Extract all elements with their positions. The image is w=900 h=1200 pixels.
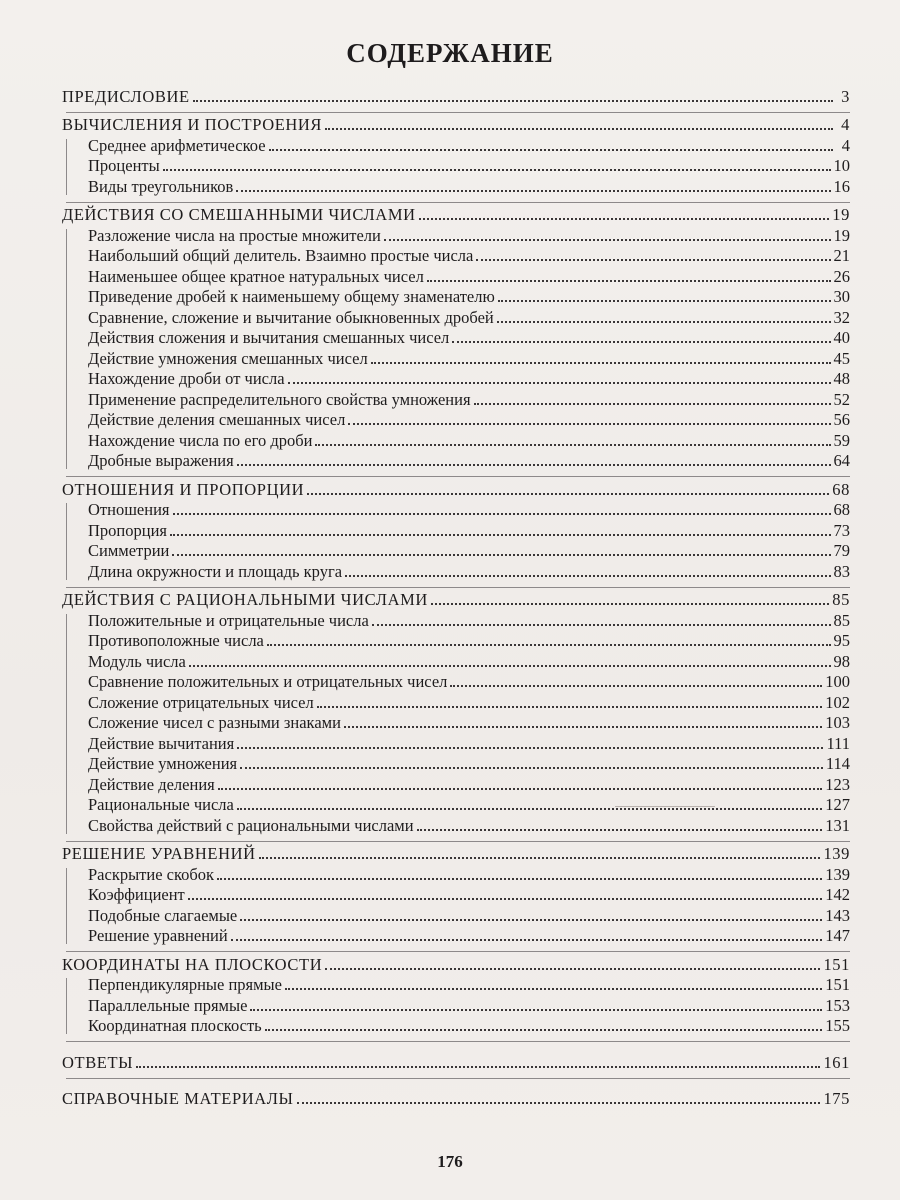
toc-item-label: Нахождение дроби от числа — [88, 369, 285, 388]
toc-item-label: Нахождение числа по его дроби — [88, 430, 313, 450]
section-bracket-line — [66, 139, 67, 195]
toc-item-page: 127 — [825, 795, 850, 814]
toc-section[interactable] — [62, 115, 850, 136]
toc-item[interactable] — [62, 774, 850, 795]
toc-section[interactable] — [62, 1052, 850, 1073]
toc-item-page: 40 — [833, 328, 850, 347]
toc-item-page: 64 — [833, 451, 850, 470]
toc-item[interactable] — [62, 561, 850, 582]
dot-leader — [136, 1066, 820, 1068]
toc-item-label: Свойства действий с рациональными числами — [88, 815, 414, 835]
section-bracket-line — [66, 868, 67, 945]
section-bracket-line — [66, 503, 67, 580]
dot-leader — [236, 190, 830, 192]
toc-section-label: КООРДИНАТЫ НА ПЛОСКОСТИ — [62, 954, 323, 974]
toc-item-label: Сравнение, сложение и вычитание обыкновенных дробей — [88, 307, 494, 327]
dot-leader — [240, 767, 823, 769]
dot-leader — [317, 706, 823, 708]
toc-item-label: Раскрытие скобок — [88, 864, 215, 884]
toc-item-label: Применение распределительного свойства умножения — [88, 389, 471, 409]
dot-leader — [237, 747, 823, 749]
toc-section-label: ДЕЙСТВИЯ С РАЦИОНАЛЬНЫМИ ЧИСЛАМИ — [62, 590, 428, 609]
table-of-contents — [62, 84, 850, 1114]
toc-item-page: 85 — [833, 610, 850, 630]
dot-leader — [259, 857, 821, 859]
dot-leader — [371, 362, 831, 364]
toc-item[interactable] — [62, 541, 850, 562]
dot-leader — [163, 169, 831, 171]
toc-item-page: 83 — [833, 561, 850, 581]
toc-section-group — [62, 203, 850, 477]
toc-section-page: 175 — [823, 1089, 850, 1108]
toc-item-label: Рациональные числа — [88, 795, 234, 814]
toc-item[interactable] — [62, 410, 850, 431]
toc-item-label: Действия сложения и вычитания смешанных чисел — [88, 328, 450, 347]
dot-leader — [325, 128, 833, 130]
toc-section-label: ДЕЙСТВИЯ СО СМЕШАННЫМИ ЧИСЛАМИ — [62, 205, 416, 224]
toc-item[interactable] — [62, 389, 850, 410]
toc-item-label: Сложение чисел с разными знаками — [88, 713, 341, 732]
toc-section-label: ВЫЧИСЛЕНИЯ И ПОСТРОЕНИЯ — [62, 115, 323, 134]
toc-item[interactable] — [62, 610, 850, 631]
toc-item[interactable] — [62, 651, 850, 672]
toc-item-page: 16 — [833, 176, 850, 196]
dot-leader — [250, 1009, 822, 1011]
dot-leader — [188, 898, 822, 900]
page-title: СОДЕРЖАНИЕ — [346, 38, 554, 68]
toc-section-group — [62, 842, 850, 952]
toc-item[interactable] — [62, 713, 850, 734]
toc-item[interactable] — [62, 995, 850, 1016]
dot-leader — [269, 149, 833, 151]
toc-item-page: 45 — [833, 348, 850, 368]
toc-item-label: Действие вычитания — [88, 733, 235, 753]
toc-item-page: 59 — [833, 430, 850, 450]
toc-item[interactable] — [62, 692, 850, 713]
toc-item[interactable] — [62, 348, 850, 369]
dot-leader — [297, 1102, 821, 1104]
toc-item[interactable] — [62, 307, 850, 328]
toc-section-label: СПРАВОЧНЫЕ МАТЕРИАЛЫ — [62, 1089, 294, 1108]
dot-leader — [427, 280, 831, 282]
toc-item-label: Пропорция — [88, 520, 167, 540]
toc-section-group — [62, 84, 850, 112]
page-number: 176 — [437, 1152, 463, 1171]
dot-leader — [450, 685, 822, 687]
toc-item-label: Приведение дробей к наименьшему общему знаменателю — [88, 287, 495, 306]
toc-item-label: Решение уравнений — [88, 926, 228, 945]
toc-item[interactable] — [62, 1016, 850, 1037]
toc-item[interactable] — [62, 246, 850, 267]
toc-item[interactable] — [62, 733, 850, 754]
dot-leader — [193, 100, 833, 102]
dot-leader — [474, 403, 831, 405]
toc-section-group — [62, 113, 850, 202]
toc-section-page: 3 — [841, 86, 850, 106]
toc-section[interactable] — [62, 86, 850, 107]
toc-item-label: Параллельные прямые — [88, 995, 248, 1015]
dot-leader — [307, 493, 829, 495]
dot-leader — [497, 321, 831, 323]
toc-item-label: Действие умножения — [88, 754, 238, 773]
toc-item-label: Наименьшее общее кратное натуральных чисел — [88, 266, 424, 286]
toc-item[interactable] — [62, 451, 850, 472]
toc-item[interactable] — [62, 975, 850, 996]
dot-leader — [431, 603, 829, 605]
toc-item[interactable] — [62, 795, 850, 816]
dot-leader — [267, 644, 831, 646]
toc-item-label: Виды треугольников — [88, 176, 234, 196]
toc-item-page: 103 — [825, 713, 850, 732]
toc-section-group — [62, 477, 850, 587]
toc-item[interactable] — [62, 885, 850, 906]
toc-item-page: 95 — [833, 631, 850, 650]
toc-item-label: Проценты — [88, 156, 160, 175]
toc-item-page: 19 — [833, 225, 850, 245]
toc-item[interactable] — [62, 815, 850, 836]
toc-item-label: Модуль числа — [88, 651, 186, 671]
toc-section-page: 4 — [841, 115, 850, 134]
toc-item-page: 10 — [833, 156, 850, 175]
spacer — [62, 1042, 850, 1050]
dot-leader — [419, 218, 830, 220]
toc-item[interactable] — [62, 266, 850, 287]
toc-section-label: ОТНОШЕНИЯ И ПРОПОРЦИИ — [62, 479, 305, 499]
toc-item-label: Симметрии — [88, 541, 170, 560]
toc-item-label: Разложение числа на простые множители — [88, 225, 381, 245]
dot-leader — [237, 464, 831, 466]
dot-leader — [231, 939, 823, 941]
dot-leader — [173, 513, 831, 515]
toc-item-page: 21 — [833, 246, 850, 265]
section-bracket-line — [66, 229, 67, 470]
toc-section[interactable] — [62, 844, 850, 865]
toc-item-page: 131 — [825, 815, 850, 835]
toc-section-page: 68 — [832, 479, 850, 499]
dot-leader — [476, 259, 830, 261]
toc-item-page: 26 — [833, 266, 850, 286]
toc-item[interactable] — [62, 135, 850, 156]
toc-item-page: 143 — [825, 905, 850, 925]
dot-leader — [189, 665, 831, 667]
toc-section[interactable] — [62, 205, 850, 226]
toc-item-label: Перпендикулярные прямые — [88, 975, 282, 994]
toc-item-label: Среднее арифметическое — [88, 135, 266, 155]
toc-item-page: 147 — [825, 926, 850, 945]
toc-item-page: 68 — [833, 500, 850, 519]
toc-item-label: Положительные и отрицательные числа — [88, 610, 369, 630]
toc-item-page: 114 — [825, 754, 850, 773]
toc-item-page: 139 — [825, 864, 850, 884]
toc-item[interactable] — [62, 156, 850, 177]
toc-section-page: 139 — [823, 844, 850, 863]
toc-item[interactable] — [62, 631, 850, 652]
toc-section[interactable] — [62, 1089, 850, 1110]
toc-item-label: Подобные слагаемые — [88, 905, 238, 925]
toc-section-label: ОТВЕТЫ — [62, 1052, 134, 1072]
toc-item[interactable] — [62, 176, 850, 197]
dot-leader — [237, 808, 822, 810]
toc-section-group — [62, 1087, 850, 1115]
toc-section-label: ПРЕДИСЛОВИЕ — [62, 86, 190, 106]
toc-item-label: Длина окружности и площадь круга — [88, 561, 343, 581]
toc-item-page: 155 — [825, 1016, 850, 1035]
toc-section-group — [62, 1050, 850, 1078]
decorative-line — [615, 806, 715, 807]
spacer — [62, 1079, 850, 1087]
toc-item[interactable] — [62, 864, 850, 885]
dot-leader — [452, 341, 830, 343]
dot-leader — [344, 726, 822, 728]
toc-section-page: 151 — [823, 954, 850, 974]
toc-item[interactable] — [62, 430, 850, 451]
toc-item-page: 123 — [825, 774, 850, 794]
dot-leader — [417, 829, 823, 831]
toc-item-page: 79 — [833, 541, 850, 560]
toc-item-label: Коэффициент — [88, 885, 185, 904]
toc-item[interactable] — [62, 328, 850, 349]
toc-item-label: Противоположные числа — [88, 631, 264, 650]
toc-item[interactable] — [62, 369, 850, 390]
toc-item[interactable] — [62, 754, 850, 775]
toc-item-page: 102 — [825, 692, 850, 712]
toc-item[interactable] — [62, 520, 850, 541]
toc-section[interactable] — [62, 954, 850, 975]
dot-leader — [372, 624, 831, 626]
dot-leader — [217, 878, 822, 880]
section-bracket-line — [66, 614, 67, 834]
toc-item-label: Действие деления — [88, 774, 215, 794]
toc-section-page: 85 — [832, 590, 850, 609]
dot-leader — [170, 534, 831, 536]
toc-item-page: 98 — [833, 651, 850, 671]
toc-item-label: Дробные выражения — [88, 451, 234, 470]
dot-leader — [325, 968, 820, 970]
toc-item-page: 111 — [826, 733, 850, 753]
toc-item-page: 151 — [825, 975, 850, 994]
toc-item-page: 52 — [833, 389, 850, 409]
toc-item-page: 4 — [841, 135, 850, 155]
dot-leader — [384, 239, 831, 241]
dot-leader — [498, 300, 831, 302]
dot-leader — [265, 1029, 823, 1031]
toc-item-page: 30 — [833, 287, 850, 306]
toc-section[interactable] — [62, 590, 850, 611]
toc-item-page: 142 — [825, 885, 850, 904]
toc-item-page: 73 — [833, 520, 850, 540]
dot-leader — [285, 988, 822, 990]
toc-item-page: 56 — [833, 410, 850, 429]
dot-leader — [288, 382, 831, 384]
toc-item-label: Сложение отрицательных чисел — [88, 692, 314, 712]
toc-item[interactable] — [62, 672, 850, 693]
toc-item[interactable] — [62, 905, 850, 926]
section-bracket-line — [66, 978, 67, 1034]
dot-leader — [315, 444, 830, 446]
toc-item[interactable] — [62, 287, 850, 308]
toc-item[interactable] — [62, 926, 850, 947]
toc-section-group — [62, 952, 850, 1041]
toc-item-page: 48 — [833, 369, 850, 388]
toc-item[interactable] — [62, 500, 850, 521]
toc-item-page: 32 — [833, 307, 850, 327]
toc-section[interactable] — [62, 479, 850, 500]
dot-leader — [348, 423, 830, 425]
toc-item-label: Отношения — [88, 500, 170, 519]
dot-leader — [240, 919, 822, 921]
toc-item[interactable] — [62, 225, 850, 246]
toc-item-label: Действие деления смешанных чисел — [88, 410, 346, 429]
toc-section-page: 19 — [832, 205, 850, 224]
toc-item-label: Сравнение положительных и отрицательных чисел — [88, 672, 448, 691]
toc-item-page: 153 — [825, 995, 850, 1015]
toc-item-label: Действие умножения смешанных чисел — [88, 348, 368, 368]
toc-section-group — [62, 588, 850, 841]
toc-item-label: Наибольший общий делитель. Взаимно простые числа — [88, 246, 474, 265]
dot-leader — [345, 575, 830, 577]
toc-item-label: Координатная плоскость — [88, 1016, 262, 1035]
toc-section-label: РЕШЕНИЕ УРАВНЕНИЙ — [62, 844, 256, 863]
dot-leader — [172, 554, 830, 556]
dot-leader — [218, 788, 823, 790]
toc-section-page: 161 — [823, 1052, 850, 1072]
toc-item-page: 100 — [825, 672, 850, 691]
